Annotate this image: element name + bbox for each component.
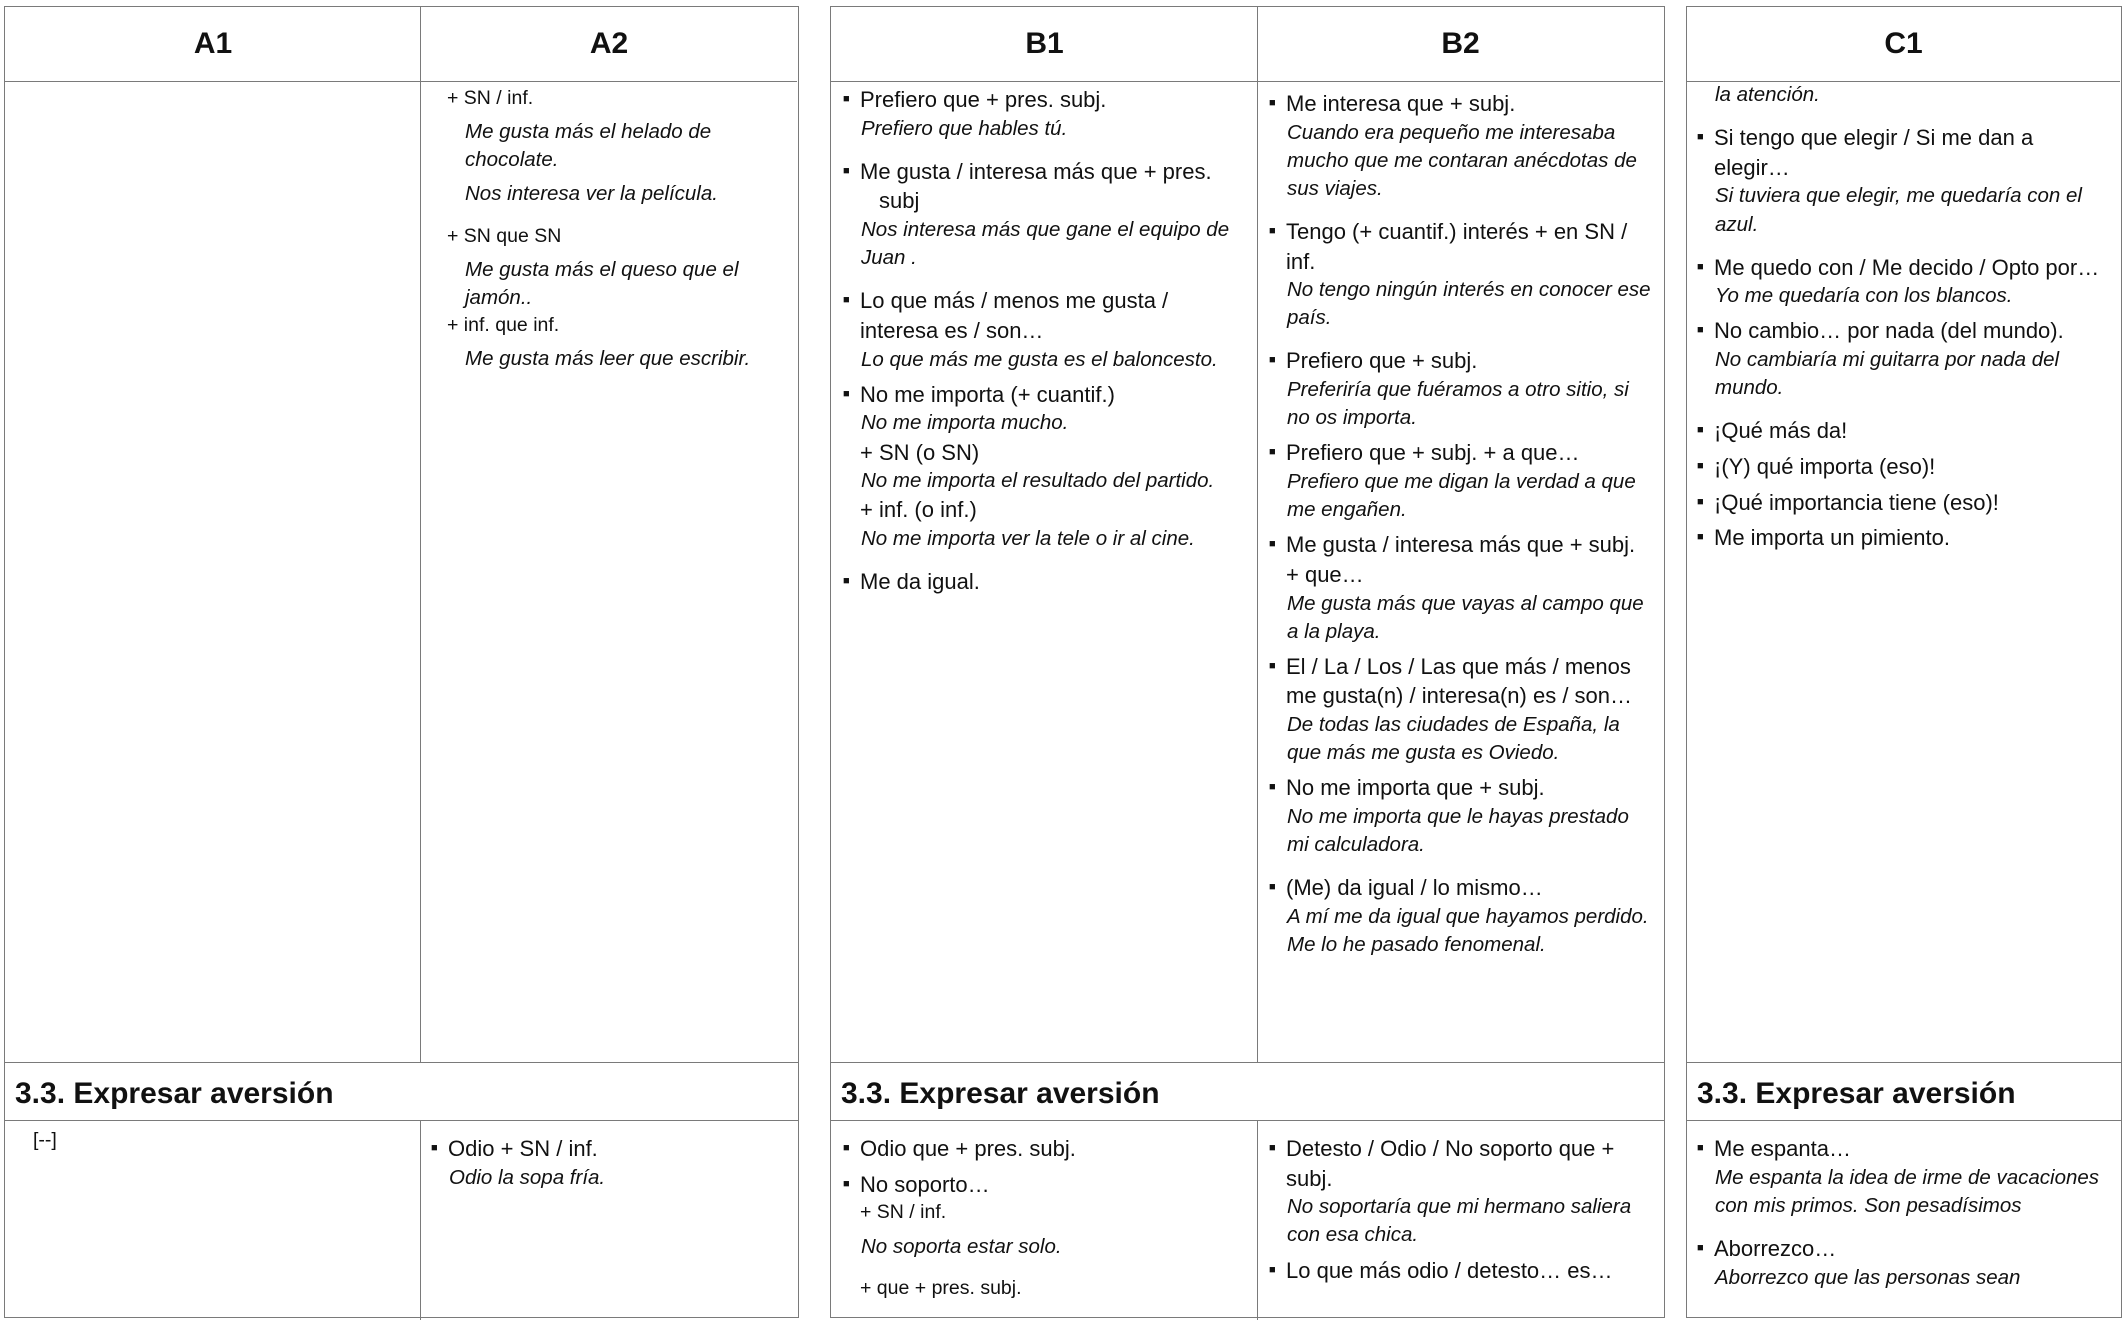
formula-continuation: me gusta(n) / interesa(n) es / son… xyxy=(1286,683,1633,709)
example: Cuando era pequeño me interesaba xyxy=(1287,120,1616,144)
header-b2: B2 xyxy=(1258,7,1663,82)
bullet-item: ■ Si tengo que elegir / Si me dan a xyxy=(1697,123,2115,153)
bullet-item: ■ Me interesa que + subj. xyxy=(1269,89,1661,119)
bullet-icon: ■ xyxy=(431,1142,438,1154)
bullet-item: ■ Tengo (+ cuantif.) interés + en SN / xyxy=(1269,217,1661,247)
example: No soportaría que mi hermano saliera xyxy=(1287,1195,1632,1219)
bullet-item: ■ Me gusta / interesa más que + subj. xyxy=(1269,530,1661,560)
formula-continuation: inf. xyxy=(1286,248,1316,274)
bullet-item: ■ Me espanta… xyxy=(1697,1134,2115,1164)
c1-top-cell xyxy=(1697,81,2115,553)
b2-top-cell xyxy=(1269,89,1661,959)
section-title: 3.3. Expresar aversión xyxy=(1697,1077,2016,1110)
formula-continuation: interesa es / son… xyxy=(860,317,1044,343)
bullet-icon: ■ xyxy=(1697,424,1704,437)
bullet-icon: ■ xyxy=(1269,538,1276,551)
bullet-icon: ■ xyxy=(1269,881,1276,894)
example: Prefiero que me digan la verdad a que xyxy=(1287,469,1636,493)
example: mucho que me contaran anécdotas de xyxy=(1287,148,1637,172)
a2-bottom-cell xyxy=(431,1134,791,1192)
bullet-item: ■ Odio + SN / inf. xyxy=(431,1134,791,1164)
formula: + SN / inf. xyxy=(860,1201,947,1224)
bullet-item: ■ Me gusta / interesa más que + pres. xyxy=(843,157,1251,187)
example: mundo. xyxy=(1715,376,1784,400)
b2-bottom-cell xyxy=(1269,1134,1661,1285)
example: No me importa mucho. xyxy=(861,411,1069,435)
table-a1-a2 xyxy=(4,6,799,1318)
example: Me espanta la idea de irme de vacaciones xyxy=(1715,1165,2100,1189)
table-c1 xyxy=(1686,6,2122,1318)
row-divider xyxy=(1687,1120,2121,1121)
bullet-icon: ■ xyxy=(843,1177,850,1190)
bullet-icon: ■ xyxy=(1697,1241,1704,1254)
bullet-item: ■ ¡(Y) qué importa (eso)! xyxy=(1697,452,2115,482)
a2-top-cell xyxy=(447,85,792,373)
bullet-item: ■ No me importa (+ cuantif.) xyxy=(843,380,1251,410)
bullet-item: ■ Me da igual. xyxy=(843,567,1251,597)
example: Preferiría que fuéramos a otro sitio, si xyxy=(1287,378,1629,402)
row-divider xyxy=(1687,1062,2121,1063)
bullet-icon: ■ xyxy=(1269,781,1276,794)
formula: + inf. que inf. xyxy=(447,313,560,336)
bullet-icon: ■ xyxy=(1269,1263,1276,1276)
example: Si tuviera que elegir, me quedaría con el xyxy=(1715,184,2082,208)
bullet-item: ■ El / La / Los / Las que más / menos xyxy=(1269,652,1661,682)
bullet-icon: ■ xyxy=(843,387,850,400)
c1-bottom-cell xyxy=(1697,1134,2115,1292)
header-a1: A1 xyxy=(5,7,421,82)
header-c1: C1 xyxy=(1687,7,2120,82)
example: No cambiaría mi guitarra por nada del xyxy=(1715,348,2060,372)
formula-continuation: subj xyxy=(879,188,920,214)
bullet-item: ■ Me importa un pimiento. xyxy=(1697,523,2115,553)
example: Odio la sopa fría. xyxy=(449,1165,606,1189)
bullet-item: ■ (Me) da igual / lo mismo… xyxy=(1269,873,1661,903)
example: a la playa. xyxy=(1287,619,1381,643)
example: Nos interesa más que gane el equipo de xyxy=(861,218,1230,242)
section-title: 3.3. Expresar aversión xyxy=(841,1077,1160,1110)
section-title: 3.3. Expresar aversión xyxy=(15,1077,334,1110)
bullet-icon: ■ xyxy=(1697,260,1704,273)
example: con esa chica. xyxy=(1287,1223,1419,1247)
example: No soporta estar solo. xyxy=(861,1234,1062,1258)
example: Juan . xyxy=(861,246,917,270)
formula-continuation: elegir… xyxy=(1714,154,1790,180)
example: Prefiero que hables tú. xyxy=(861,116,1068,140)
example: De todas las ciudades de España, la xyxy=(1287,713,1620,737)
row-divider xyxy=(5,1062,798,1063)
bullet-icon: ■ xyxy=(1697,531,1704,544)
example: Nos interesa ver la película. xyxy=(465,182,718,206)
example: Me lo he pasado fenomenal. xyxy=(1287,932,1546,956)
header-b1: B1 xyxy=(831,7,1258,82)
bullet-item: ■ Prefiero que + subj. + a que… xyxy=(1269,438,1661,468)
bullet-icon: ■ xyxy=(1697,1142,1704,1154)
bullet-item: ■ No cambio… por nada (del mundo). xyxy=(1697,316,2115,346)
empty-marker: [--] xyxy=(33,1129,57,1151)
a1-bottom-cell xyxy=(33,1127,57,1154)
bullet-item: ■ Prefiero que + pres. subj. xyxy=(843,85,1251,115)
example: Aborrezco que las personas sean xyxy=(1715,1265,2021,1289)
row-divider xyxy=(831,1062,1664,1063)
example: A mí me da igual que hayamos perdido. xyxy=(1287,904,1649,928)
example: jamón.. xyxy=(465,285,533,309)
bullet-icon: ■ xyxy=(843,164,850,177)
bullet-item: ■ ¡Qué importancia tiene (eso)! xyxy=(1697,488,2115,518)
bullet-item: ■ Detesto / Odio / No soporto que + xyxy=(1269,1134,1661,1164)
bullet-item: ■ Lo que más / menos me gusta / xyxy=(843,286,1251,316)
formula: + SN / inf. xyxy=(447,87,534,109)
bullet-icon: ■ xyxy=(1269,659,1276,672)
bullet-icon: ■ xyxy=(1269,446,1276,459)
example: No me importa ver la tele o ir al cine. xyxy=(861,526,1195,550)
bullet-icon: ■ xyxy=(843,93,850,105)
formula-continuation: + que… xyxy=(1286,561,1364,587)
column-divider xyxy=(1257,7,1258,1062)
example: Yo me quedaría con los blancos. xyxy=(1715,284,2013,308)
formula: + que + pres. subj. xyxy=(860,1276,1022,1299)
formula: + SN (o SN) xyxy=(860,439,980,465)
example: azul. xyxy=(1715,212,1759,236)
column-divider xyxy=(420,7,421,1062)
table-b1-b2 xyxy=(830,6,1665,1318)
bullet-item: ■ ¡Qué más da! xyxy=(1697,416,2115,446)
example: que más me gusta es Oviedo. xyxy=(1287,741,1560,765)
example: No me importa el resultado del partido. xyxy=(861,469,1215,493)
example: No tengo ningún interés en conocer ese xyxy=(1287,278,1651,302)
example: no os importa. xyxy=(1287,406,1417,430)
bullet-icon: ■ xyxy=(1697,495,1704,508)
example: con mis primos. Son pesadísimos xyxy=(1715,1193,2022,1217)
formula-continuation: subj. xyxy=(1286,1165,1333,1191)
bullet-icon: ■ xyxy=(843,1142,850,1154)
example: No me importa que le hayas prestado xyxy=(1287,804,1629,828)
example: chocolate. xyxy=(465,148,559,172)
example: Me gusta más que vayas al campo que xyxy=(1287,591,1644,615)
example: Me gusta más el helado de xyxy=(465,120,712,144)
formula: + inf. (o inf.) xyxy=(860,497,977,523)
bullet-item: ■ Odio que + pres. subj. xyxy=(843,1134,1251,1164)
bullet-item: ■ No soporto… xyxy=(843,1170,1251,1200)
example: la atención. xyxy=(1715,83,1820,106)
bullet-icon: ■ xyxy=(1697,324,1704,337)
bullet-item: ■ Prefiero que + subj. xyxy=(1269,346,1661,376)
bullet-icon: ■ xyxy=(1269,97,1276,109)
header-a2: A2 xyxy=(421,7,797,82)
bullet-icon: ■ xyxy=(1269,354,1276,367)
bullet-item: ■ No me importa que + subj. xyxy=(1269,773,1661,803)
column-divider xyxy=(420,1120,421,1320)
bullet-item: ■ Lo que más odio / detesto… es… xyxy=(1269,1256,1661,1286)
bullet-icon: ■ xyxy=(1697,131,1704,144)
example: país. xyxy=(1287,306,1332,330)
bullet-item: ■ Me quedo con / Me decido / Opto por… xyxy=(1697,253,2115,283)
bullet-icon: ■ xyxy=(843,575,850,588)
example: Me gusta más leer que escribir. xyxy=(465,347,751,371)
bullet-item: ■ Aborrezco… xyxy=(1697,1234,2115,1264)
example: Lo que más me gusta es el baloncesto. xyxy=(861,347,1218,371)
b1-top-cell xyxy=(843,85,1251,597)
row-divider xyxy=(831,1120,1664,1121)
bullet-icon: ■ xyxy=(843,294,850,307)
bullet-icon: ■ xyxy=(1269,1142,1276,1154)
row-divider xyxy=(5,1120,798,1121)
example: Me gusta más el queso que el xyxy=(465,257,739,281)
example: mi calculadora. xyxy=(1287,832,1425,856)
bullet-icon: ■ xyxy=(1697,459,1704,472)
b1-bottom-cell xyxy=(843,1134,1251,1302)
bullet-icon: ■ xyxy=(1269,224,1276,237)
column-divider xyxy=(1257,1120,1258,1320)
example: me engañen. xyxy=(1287,498,1407,522)
formula: + SN que SN xyxy=(447,224,562,247)
example: sus viajes. xyxy=(1287,176,1383,200)
